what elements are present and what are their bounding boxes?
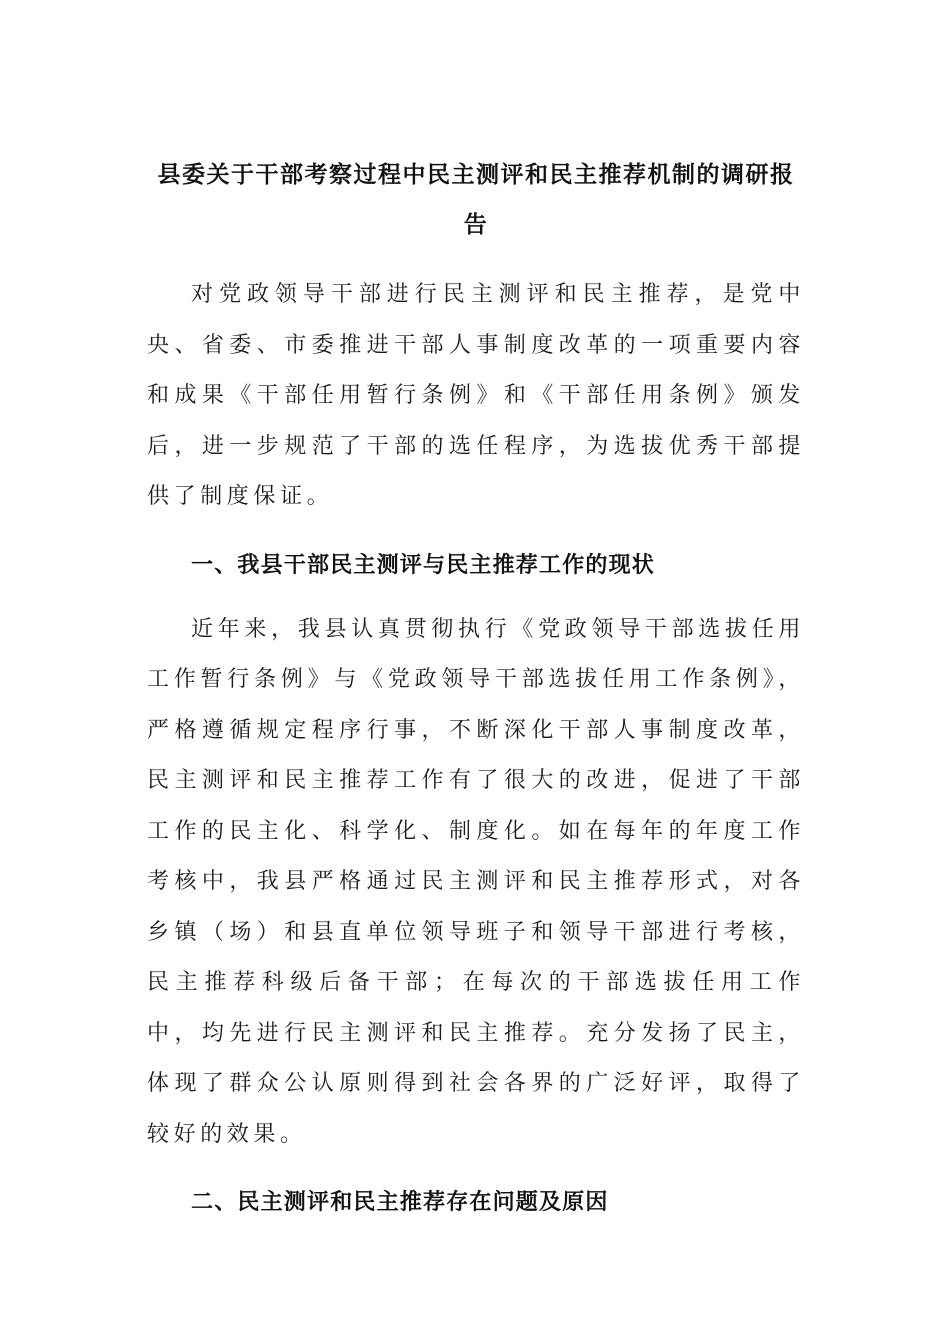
document-title: 县委关于干部考察过程中民主测评和民主推荐机制的调研报告: [157, 162, 795, 238]
intro-paragraph: 对党政领导干部进行民主测评和民主推荐，是党中央、省委、市委推进干部人事制度改革的一项重要内容和成果《干部任用暂行条例》和《干部任用条例》颁发后，进一步规范了干部的选任程序，为选拔优秀干部提供了制度保证。: [147, 282, 805, 509]
section-heading-current-status: 一、我县干部民主测评与民主推荐工作的现状: [191, 552, 656, 578]
section-heading-problems-causes: 二、民主测评和民主推荐存在问题及原因: [191, 1190, 609, 1215]
document-body: [147, 150, 805, 1228]
section-paragraph-current-status: 近年来，我县认真贯彻执行《党政领导干部选拔任用工作暂行条例》与《党政领导干部选拔任用工作条例》，严格遵循规定程序行事，不断深化干部人事制度改革，民主测评和民主推荐工作有了很大的改进，促进了干部工作的民主化、科学化、制度化。如在每年的年度工作考核中，我县严格通过民主测评和民主推荐形式，对各乡镇（场）和县直单位领导班子和领导干部进行考核，民主推荐科级后备干部；在每次的干部选拔任用工作中，均先进行民主测评和民主推荐。充分发扬了民主，体现了群众公认原则得到社会各界的广泛好评，取得了较好的效果。: [147, 616, 805, 1147]
